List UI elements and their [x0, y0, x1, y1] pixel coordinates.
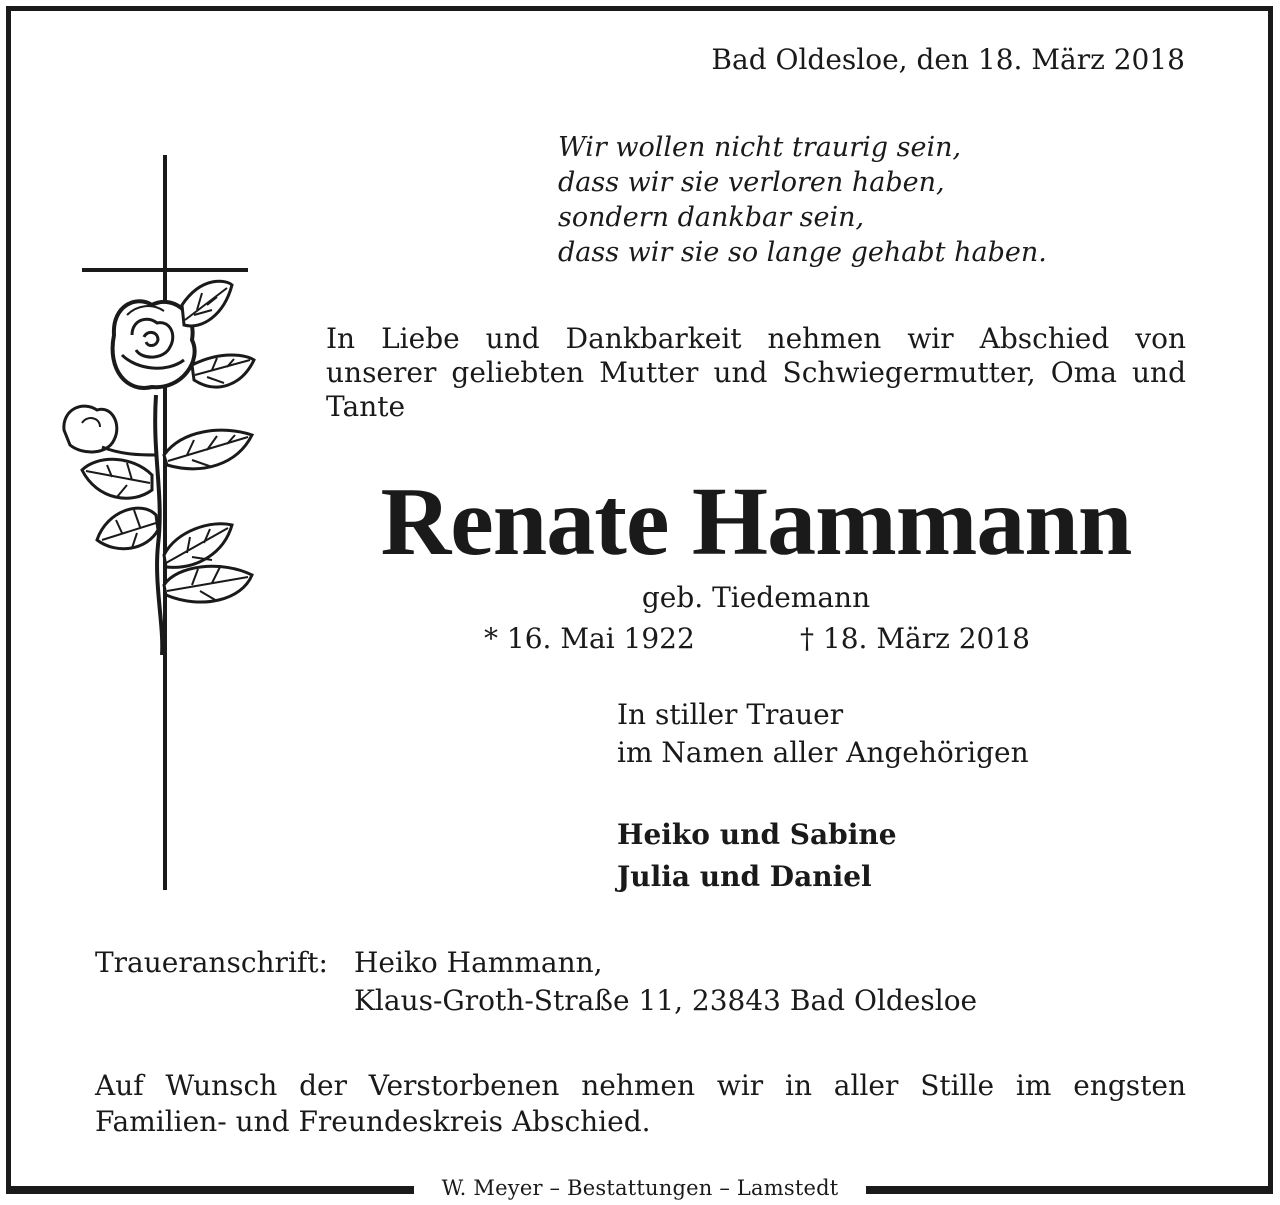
footer-rule-left: [6, 1186, 414, 1194]
memorial-verse: [558, 130, 1047, 270]
mourner-name: Julia und Daniel: [617, 860, 872, 893]
address-line: Heiko Hammann,: [354, 946, 603, 979]
closing-line: Familien- und Freundeskreis Abschied.: [95, 1105, 651, 1138]
birth-date: * 16. Mai 1922: [484, 622, 695, 655]
intro-line: unserer geliebten Mutter und Schwiegermutter, Oma und: [326, 356, 1186, 389]
intro-line: In Liebe und Dankbarkeit nehmen wir Abschied von: [326, 322, 1186, 355]
verse-line: dass wir sie so lange gehabt haben.: [558, 237, 1047, 268]
verse-line: sondern dankbar sein,: [558, 202, 865, 233]
intro-line: Tante: [326, 390, 406, 423]
intro-text: [326, 322, 1186, 424]
closing-line: Auf Wunsch der Verstorbenen nehmen wir in aller Stille im engsten: [95, 1069, 1186, 1102]
maiden-name: geb. Tiedemann: [641, 581, 871, 614]
verse-line: Wir wollen nicht traurig sein,: [558, 132, 962, 163]
rose-icon: [64, 281, 254, 655]
closing-text: [95, 1068, 1186, 1140]
mourning-line: In stiller Trauer: [617, 698, 844, 731]
cross-icon: [52, 155, 262, 895]
footer-rule-right: [866, 1186, 1273, 1194]
mourner-name: Heiko und Sabine: [617, 818, 897, 851]
verse-line: dass wir sie verloren haben,: [558, 167, 945, 198]
mourner-names: [617, 814, 897, 898]
mourning-line: im Namen aller Angehörigen: [617, 736, 1029, 769]
death-date: † 18. März 2018: [800, 622, 1030, 655]
funeral-home-credit: W. Meyer – Bestattungen – Lamstedt: [441, 1176, 839, 1200]
address-label: Traueranschrift:: [95, 946, 328, 979]
mourning-text: [617, 696, 1029, 772]
address-line: Klaus-Groth-Straße 11, 23843 Bad Oldesloe: [354, 984, 978, 1017]
deceased-name: Renate Hammann: [380, 468, 1132, 576]
place-date: Bad Oldesloe, den 18. März 2018: [711, 43, 1185, 76]
mourning-address: [354, 944, 977, 1020]
